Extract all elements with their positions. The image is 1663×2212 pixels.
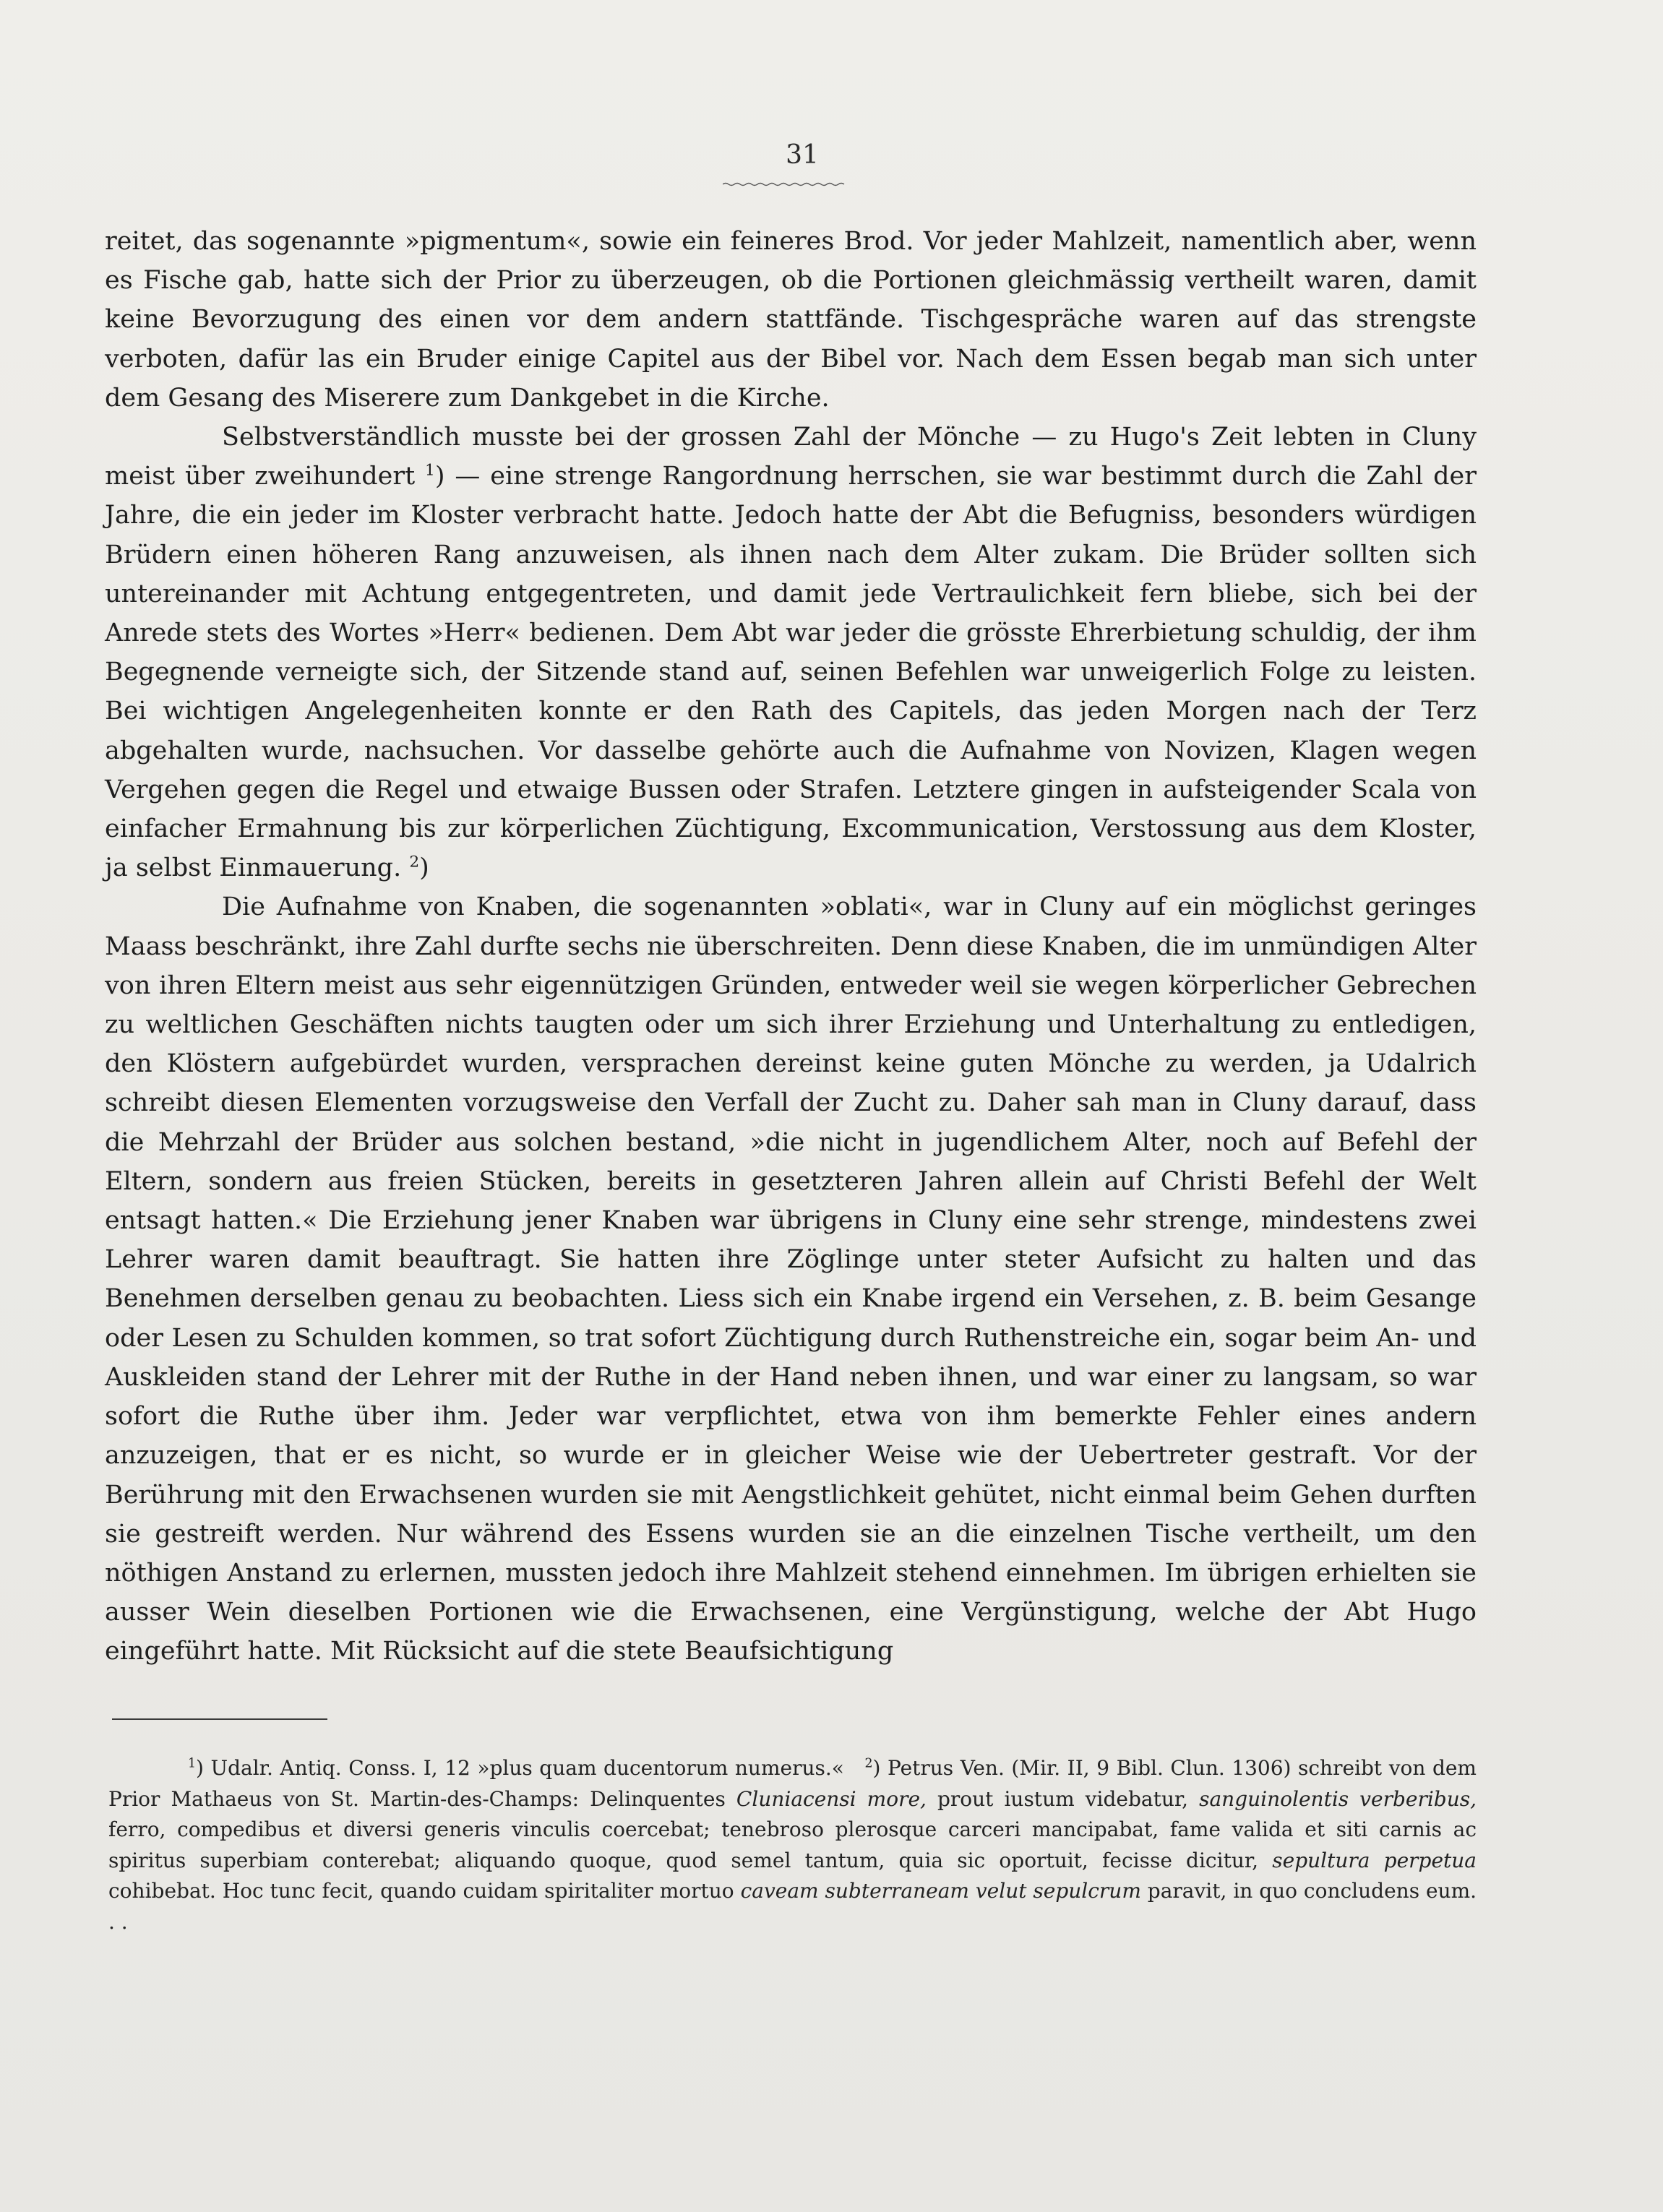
footnote-2-text-c: ferro, compedibus et diversi generis vinculis coercebat; tenebroso plerosque carceri mancipabat, fame valida et siti carnis ac spiritus superbiam conterebat; aliquando quoque, quod semel tantum, quia sic oportuit, fecisse dicitur, [108,1817,1477,1872]
paragraph-3-text: Die Aufnahme von Knaben, die sogenannten »oblati«, war in Cluny auf ein möglichst geringes Maass beschränkt, ihre Zahl durfte sechs nie überschreiten. Denn diese Knaben, die im unmündigen Alter von ihren Eltern meist aus sehr eigennützigen Gründen, entweder weil sie wegen körperlicher Gebrechen zu weltlichen Geschäften nichts taugten oder um sich ihrer Erziehung und Unterhaltung zu entledigen, den Klöstern aufgebürdet wurden, versprachen dereinst keine guten Mönche zu werden, ja Udalrich schreibt diesen Elementen vorzugsweise den Verfall der Zucht zu. Daher sah man in Cluny darauf, dass die Mehrzahl der Brüder aus solchen bestand, »die nicht in jugendlichem Alter, noch auf Befehl der Eltern, sondern aus freien Stücken, bereits in gesetzteren Jahren allein auf Christi Befehl der Welt entsagt hatten.« Die Erziehung jener Knaben war übrigens in Cluny eine sehr strenge, mindestens zwei Lehrer waren damit beauftragt. Sie hatten ihre Zöglinge unter steter Aufsicht zu halten und das Benehmen derselben genau zu beobachten. Liess sich ein Knabe irgend ein Versehen, z. B. beim Gesange oder Lesen zu Schulden kommen, so trat sofort Züchtigung durch Ruthenstreiche ein, sogar beim An- und Auskleiden stand der Lehrer mit der Ruthe in der Hand neben ihnen, und war einer zu langsam, so war sofort die Ruthe über ihm. Jeder war verpflichtet, etwa von ihm bemerkte Fehler eines andern anzuzeigen, that er es nicht, so wurde er in gleicher Weise wie der Uebertreter gestraft. Vor der Berührung mit den Erwachsenen wurden sie mit Aengstlichkeit gehütet, nicht einmal beim Gehen durften sie gestreift werden. Nur während des Essens wurden sie an die einzelnen Tische vertheilt, um den nöthigen Anstand zu erlernen, mussten jedoch ihre Mahlzeit stehend einnehmen. Im übrigen erhielten sie ausser Wein dieselben Portionen wie die Erwachsenen, eine Vergünstigung, welche der Abt Hugo eingeführt hatte. Mit Rücksicht auf die stete Beaufsichtigung [105,892,1477,1666]
body-text [105,222,1477,1671]
paragraph-2 [105,418,1477,887]
footnote-2-italic-3: sepultura perpetua [1272,1848,1477,1872]
page-number: 31 [786,140,819,170]
paragraph-2-text-b: ) — eine strenge Rangordnung herrschen, sie war bestimmt durch die Zahl der Jahre, die ein jeder im Kloster verbracht hatte. Jedoch hatte der Abt die Befugniss, besonders würdigen Brüdern einen höheren Rang anzuweisen, als ihnen nach dem Alter zukam. Die Brüder sollten sich untereinander mit Achtung entgegentreten, und damit jede Vertraulichkeit fern bliebe, sich bei der Anrede stets des Wortes »Herr« bedienen. Dem Abt war jeder die grösste Ehrerbietung schuldig, der ihm Begegnende verneigte sich, der Sitzende stand auf, seinen Befehlen war unweigerlich Folge zu leisten. Bei wichtigen Angelegenheiten konnte er den Rath des Capitels, das jeden Morgen nach der Terz abgehalten wurde, nachsuchen. Vor dasselbe gehörte auch die Aufnahme von Novizen, Klagen wegen Vergehen gegen die Regel und etwaige Bussen oder Strafen. Letztere gingen in aufsteigender Scala von einfacher Ermahnung bis zur körperlichen Züchtigung, Excommunication, Verstossung aus dem Kloster, ja selbst Einmauerung. [105,462,1477,883]
footnote-block [108,1753,1477,1937]
footnote-ref-2: 2 [409,853,420,872]
footnote-2-italic-1: Cluniacensi more, [736,1786,927,1811]
footnote-2-text-b: prout iustum videbatur, [937,1786,1189,1811]
footnote-2-text-d: cohibebat. Hoc tunc fecit, quando cuidam spiritaliter mortuo [108,1879,734,1903]
footnote-2-italic-2: sanguinolentis verberibus, [1199,1786,1477,1811]
footnote-2-text-e: paravit, in quo concludens eum. . . [108,1879,1477,1934]
footnote-1-text: ) Udalr. Antiq. Conss. I, 12 »plus quam ducentorum numerus.« [196,1756,844,1780]
footnote-2-mark: 2 [864,1756,873,1771]
paragraph-1-text: reitet, das sogenannte »pigmentum«, sowie ein feineres Brod. Vor jeder Mahlzeit, namentlich aber, wenn es Fische gab, hatte sich der Prior zu überzeugen, ob die Portionen gleichmässig vertheilt waren, damit keine Bevorzugung des einen vor dem andern stattfände. Tischgespräche waren auf das strengste verboten, dafür las ein Bruder einige Capitel aus der Bibel vor. Nach dem Essen begab man sich unter dem Gesang des Miserere zum Dankgebet in die Kirche. [105,227,1477,413]
page-number-ornament [723,182,846,186]
footnote-separator [112,1718,327,1720]
paragraph-2-text-c: ) [419,853,429,883]
paragraph-1 [105,222,1477,418]
footnote-2-text-a: ) Petrus Ven. (Mir. II, 9 Bibl. Clun. 1306) schreibt von dem Prior Mathaeus von St. Martin-des-Champs: Delinquentes [108,1756,1477,1811]
paragraph-3 [105,887,1477,1671]
paragraph-2-text-a: Selbstverständlich musste bei der grossen Zahl der Mönche — zu Hugo's Zeit lebten in Cluny meist über zweihundert [105,423,1477,491]
footnote-1-mark: 1 [188,1756,197,1771]
footnote-ref-1: 1 [425,461,435,480]
footnotes [108,1753,1477,1937]
footnote-2-italic-4: caveam subterraneam velut sepulcrum [740,1879,1141,1903]
